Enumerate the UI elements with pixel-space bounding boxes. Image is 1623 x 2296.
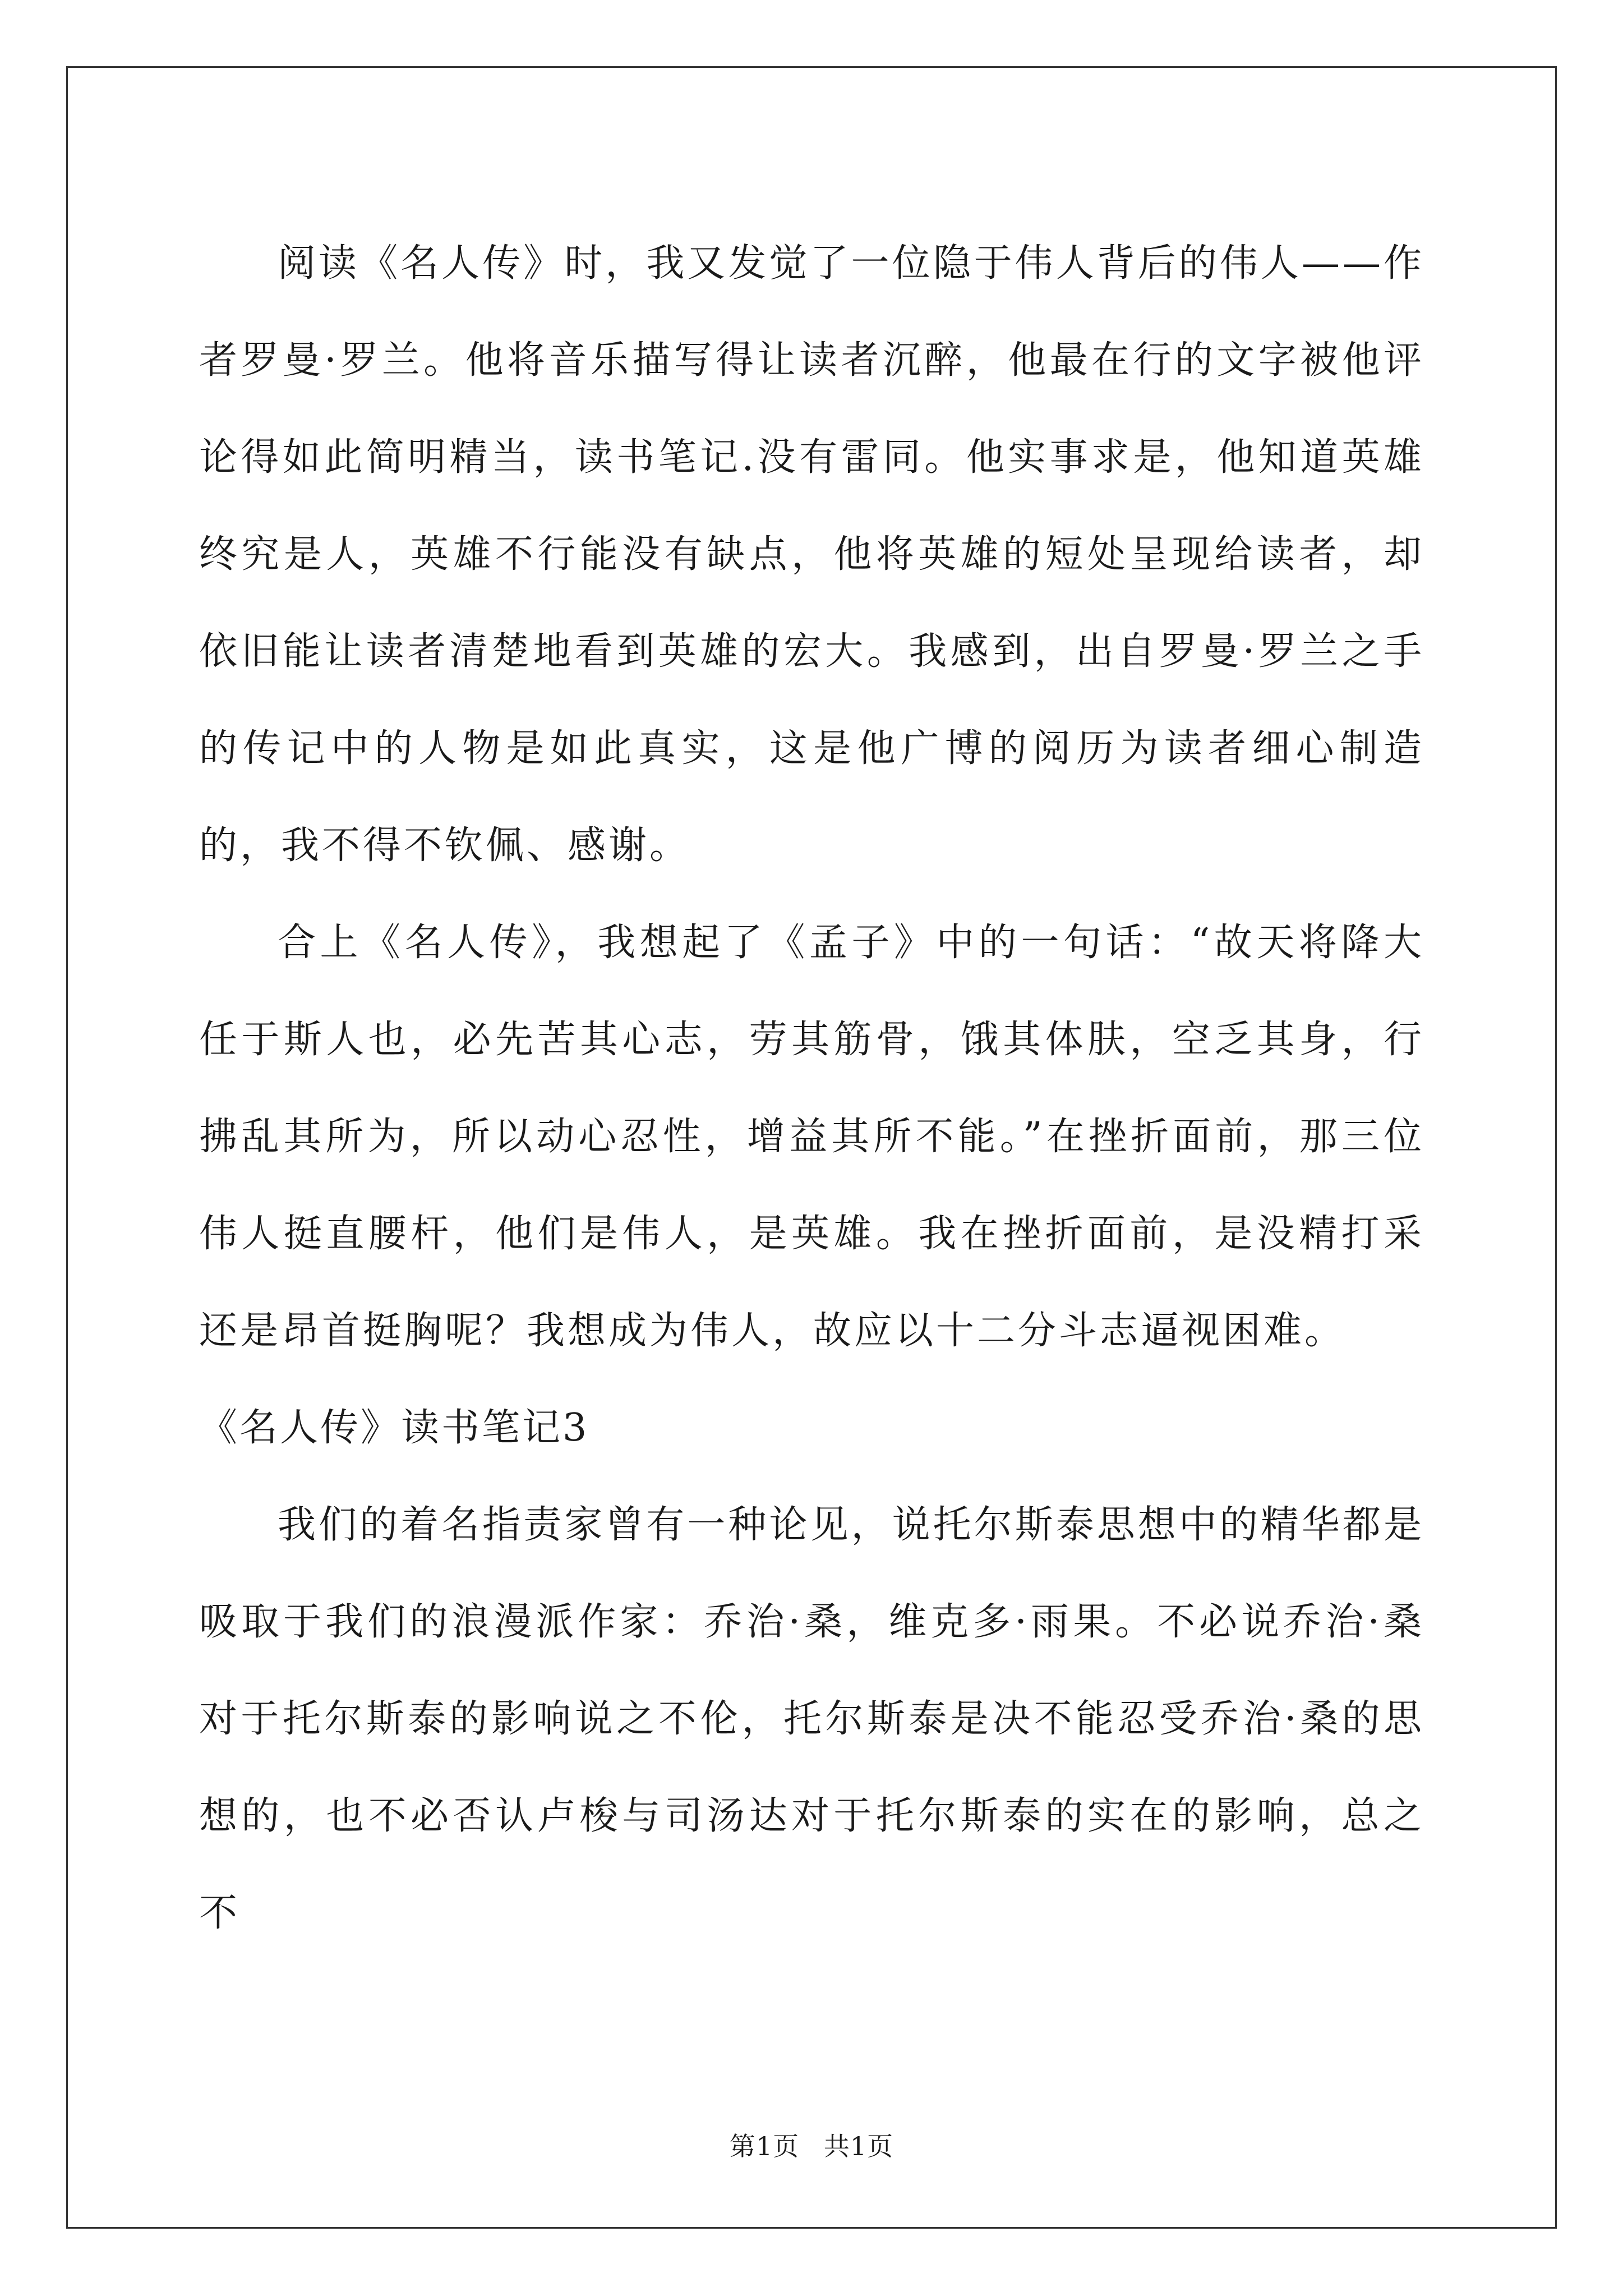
paragraph-3: 我们的着名指责家曾有一种论见，说托尔斯泰思想中的精华都是吸取于我们的浪漫派作家：乔治·桑，维克多·雨果。不必说乔治·桑对于托尔斯泰的影响说之不伦，托尔斯泰是决不能忍受乔治·桑的思想的，也不必否认卢梭与司汤达对于托尔斯泰的实在的影响，总之不 <box>199 1503 1424 1935</box>
section-heading: 《名人传》读书笔记3 <box>199 1406 589 1450</box>
document-body <box>199 215 1424 1962</box>
paragraph-1: 阅读《名人传》时，我又发觉了一位隐于伟人背后的伟人——作者罗曼·罗兰。他将音乐描写得让读者沉醉，他最在行的文字被他评论得如此简明精当，读书笔记.没有雷同。他实事求是，他知道英雄终究是人，英雄不行能没有缺点，他将英雄的短处呈现给读者，却依旧能让读者清楚地看到英雄的宏大。我感到，出自罗曼·罗兰之手的传记中的人物是如此真实，这是他广博的阅历为读者细心制造的，我不得不钦佩、感谢。 <box>199 241 1424 868</box>
paragraph-2: 合上《名人传》，我想起了《孟子》中的一句话：“故天将降大任于斯人也，必先苦其心志，劳其筋骨，饿其体肤，空乏其身，行拂乱其所为，所以动心忍性，增益其所不能。”在挫折面前，那三位伟人挺直腰杆，他们是伟人，是英雄。我在挫折面前，是没精打采还是昂首挺胸呢？我想成为伟人，故应以十二分斗志逼视困难。 <box>199 921 1424 1353</box>
page-number: 第1页 <box>729 2131 800 2161</box>
page-footer <box>0 2126 1623 2163</box>
page-total: 共1页 <box>823 2131 894 2161</box>
